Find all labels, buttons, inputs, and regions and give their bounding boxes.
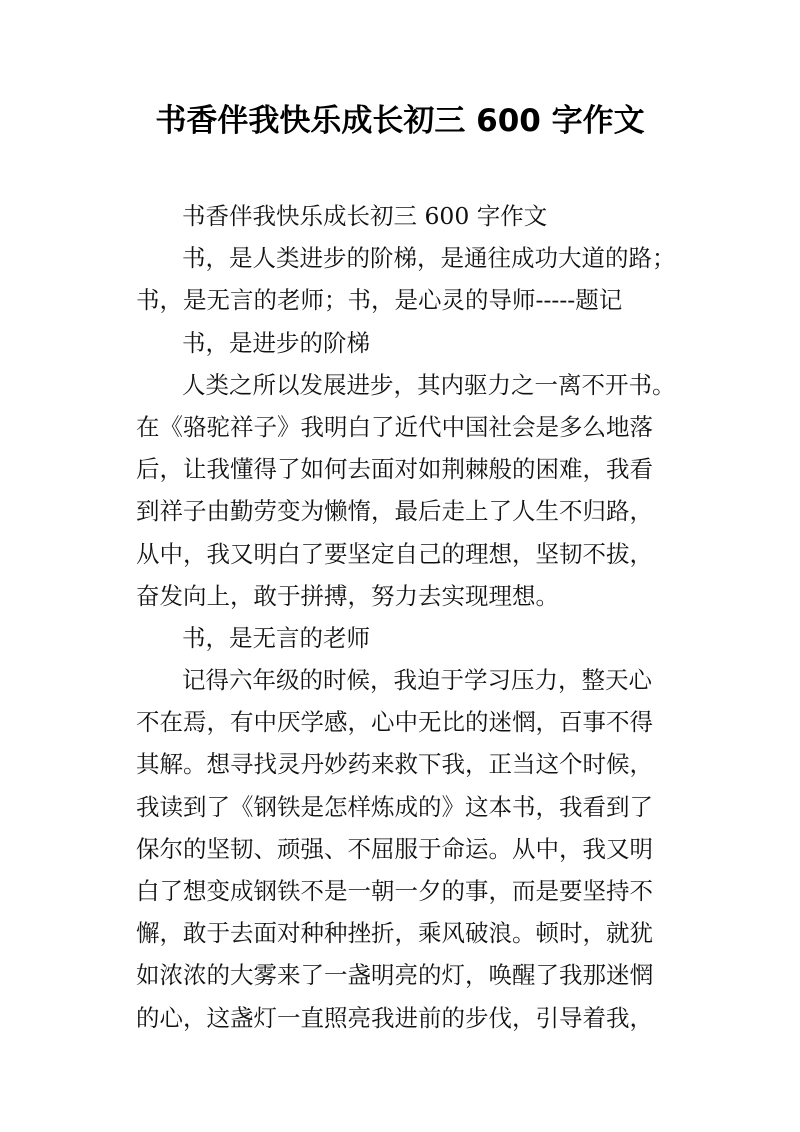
- paragraph-line: 记得六年级的时候，我迫于学习压力，整天心: [182, 666, 652, 695]
- paragraph-line: 懈，敢于去面对种种挫折，乘风破浪。顿时，就犹: [136, 919, 653, 948]
- paragraph-line: 后，让我懂得了如何去面对如荆棘般的困难，我看: [136, 455, 653, 484]
- paragraph-line: 在《骆驼祥子》我明白了近代中国社会是多么地落: [136, 412, 653, 441]
- paragraph-line: 不在焉，有中厌学感，心中无比的迷惘，百事不得: [136, 708, 653, 737]
- paragraph-line: 书，是无言的老师；书，是心灵的导师-----题记: [136, 286, 623, 315]
- paragraph-line: 人类之所以发展进步，其内驱力之一离不开书。: [182, 370, 676, 399]
- paragraph-line: 到祥子由勤劳变为懒惰，最后走上了人生不归路，: [136, 497, 653, 526]
- paragraph-line: 的心，这盏灯一直照亮我进前的步伐，引导着我，: [136, 1003, 653, 1032]
- paragraph-line: 从中，我又明白了要坚定自己的理想，坚韧不拔，: [136, 539, 653, 568]
- paragraph-line: 我读到了《钢铁是怎样炼成的》这本书，我看到了: [136, 792, 653, 821]
- section-heading: 书，是进步的阶梯: [182, 328, 370, 357]
- paragraph-line: 白了想变成钢铁不是一朝一夕的事，而是要坚持不: [136, 877, 653, 905]
- document-body: [136, 195, 676, 1039]
- paragraph-line: 奋发向上，敢于拼搏，努力去实现理想。: [136, 581, 559, 610]
- paragraph-line: 书，是人类进步的阶梯，是通往成功大道的路；: [182, 244, 676, 273]
- section-heading: 书，是无言的老师: [182, 623, 370, 652]
- paragraph-line: 如浓浓的大雾来了一盏明亮的灯，唤醒了我那迷惘: [136, 961, 653, 990]
- paragraph-line: 其解。想寻找灵丹妙药来救下我，正当这个时候，: [136, 750, 653, 779]
- paragraph-line: 书香伴我快乐成长初三 600 字作文: [182, 202, 548, 230]
- document-title: 书香伴我快乐成长初三 600 字作文: [155, 103, 645, 139]
- paragraph-line: 保尔的坚韧、顽强、不屈服于命运。从中，我又明: [136, 834, 653, 863]
